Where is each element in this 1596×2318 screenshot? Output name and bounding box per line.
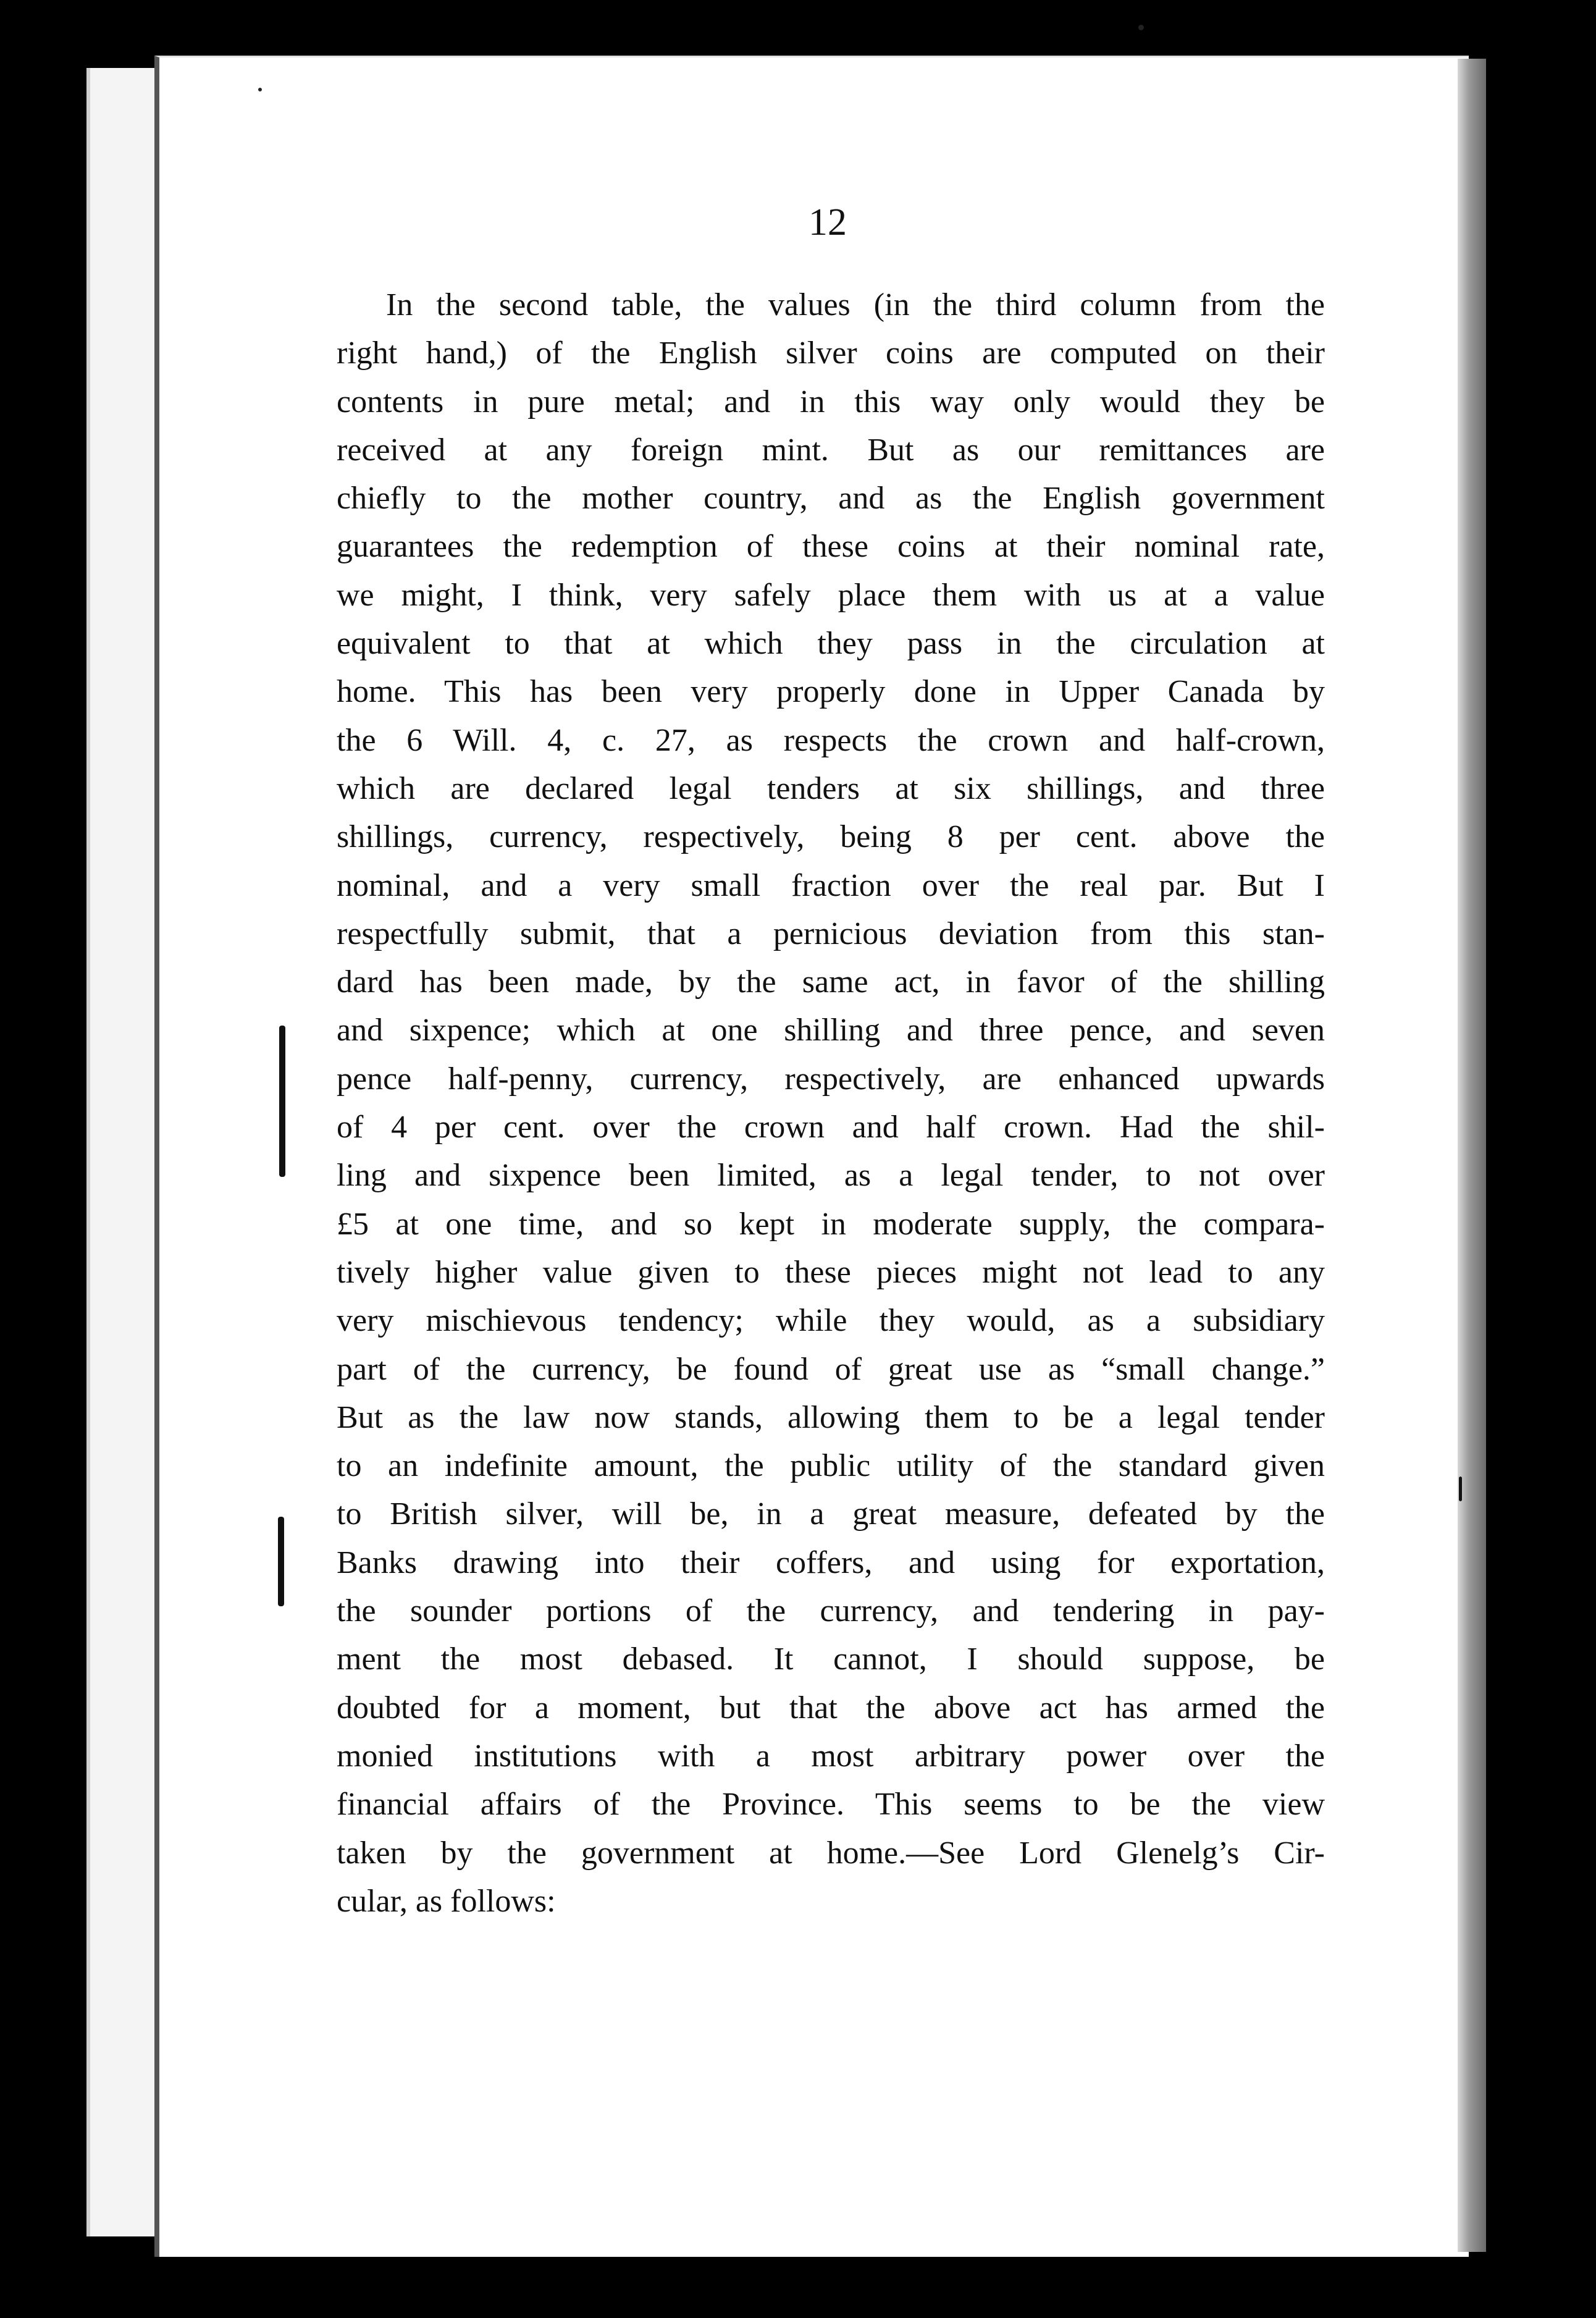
text-line: part of the currency, be found of great use as “small change.”: [337, 1351, 1325, 1387]
text-line: ling and sixpence been limited, as a legal tender, to not over: [337, 1158, 1325, 1194]
margin-pencil-mark: [279, 1026, 285, 1177]
text-line: the 6 Will. 4, c. 27, as respects the crown and half-crown,: [337, 722, 1325, 758]
text-line: But as the law now stands, allowing them to be a legal tender: [337, 1399, 1325, 1435]
text-line: to an indefinite amount, the public utility of the standard given: [337, 1448, 1325, 1484]
text-line: ment the most debased. It cannot, I should suppose, be: [337, 1642, 1325, 1677]
text-line: very mischievous tendency; while they would, as a subsidiary: [337, 1303, 1325, 1339]
text-line: Banks drawing into their coffers, and using for exportation,: [337, 1545, 1325, 1580]
scan-speck: [258, 88, 262, 91]
text-line: contents in pure metal; and in this way only would they be: [337, 384, 1325, 419]
text-line: financial affairs of the Province. This seems to be the view: [337, 1787, 1325, 1823]
scan-speck: [1138, 25, 1144, 30]
text-line: which are declared legal tenders at six shillings, and three: [337, 770, 1325, 806]
text-line: £5 at one time, and so kept in moderate supply, the compara-: [337, 1206, 1325, 1242]
text-line: doubted for a moment, but that the above act has armed the: [337, 1690, 1325, 1726]
margin-pencil-mark: [1459, 1477, 1462, 1501]
text-line: of 4 per cent. over the crown and half crown. Had the shil-: [337, 1110, 1325, 1145]
left-page-edge: [86, 68, 164, 2236]
text-line: tively higher value given to these pieces might not lead to any: [337, 1254, 1325, 1290]
text-line: we might, I think, very safely place them with us at a value: [337, 577, 1325, 613]
text-line: shillings, currency, respectively, being 8 per cent. above the: [337, 819, 1325, 855]
text-line: nominal, and a very small fraction over the real par. But I: [337, 867, 1325, 903]
text-line: equivalent to that at which they pass in the circulation at: [337, 626, 1325, 662]
text-line: received at any foreign mint. But as our remittances are: [337, 432, 1325, 468]
text-line: the sounder portions of the currency, and tendering in pay-: [337, 1593, 1325, 1629]
text-line: chiefly to the mother country, and as the English government: [337, 481, 1325, 516]
text-line: respectfully submit, that a pernicious deviation from this stan-: [337, 916, 1325, 951]
text-line: guarantees the redemption of these coins at their nominal rate,: [337, 529, 1325, 565]
text-line: and sixpence; which at one shilling and three pence, and seven: [337, 1013, 1325, 1048]
body-text: [337, 281, 1325, 1926]
text-line: to British silver, will be, in a great measure, defeated by the: [337, 1496, 1325, 1532]
text-line: In the second table, the values (in the third column from the: [386, 287, 1325, 322]
text-line: dard has been made, by the same act, in favor of the shilling: [337, 964, 1325, 1000]
text-line: cular, as follows:: [337, 1883, 556, 1919]
margin-pencil-mark: [278, 1517, 284, 1606]
text-line: right hand,) of the English silver coins are computed on their: [337, 335, 1325, 371]
page-number: 12: [808, 201, 847, 243]
text-line: pence half-penny, currency, respectively, are enhanced upwards: [337, 1061, 1325, 1097]
right-page-edge: [1458, 59, 1486, 2252]
text-line: taken by the government at home.—See Lord Glenelg’s Cir-: [337, 1835, 1325, 1871]
text-line: monied institutions with a most arbitrary power over the: [337, 1738, 1325, 1774]
text-line: home. This has been very properly done in Upper Canada by: [337, 674, 1325, 710]
